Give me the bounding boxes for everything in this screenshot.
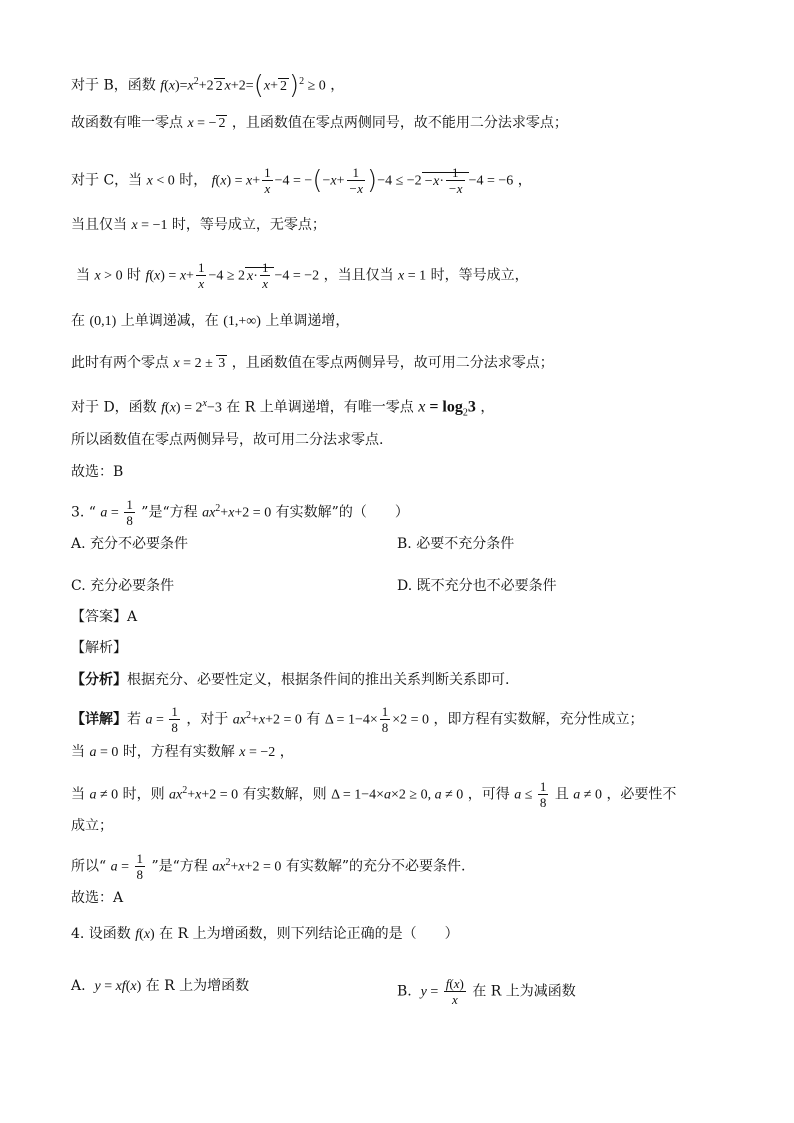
solution-line-b-conclusion: 故函数有唯一零点 x = − 2 ，且函数值在零点两侧同号，故不能用二分法求零点； [71,115,568,131]
text: 对于 B，函数 [71,77,156,94]
text: 时， [179,172,208,189]
text: 时，方程有实数解 [122,744,235,760]
solution-line-c-positive: 当 x > 0 时 f(x) = x+ $\frac{1}{x}$ −4 ≥ 2 x· $\frac{1}{x}$ −4 = −2 ，当且仅当 x = 1 时，等号成立， [76,260,529,291]
detail-line-sufficiency: 【详解】若 a = $\frac{1}{8}$ ，对于 $ax^2+x+2 = 0$ 有 Δ = 1−4× $\frac{1}{8}$ ×2 = 0 ，即方程有实数解，充分性成立； [71,704,644,735]
text: 上单调递减，在 [120,313,219,329]
text: ，必要性不 [606,786,677,803]
option-letter: A. [71,536,86,552]
q4-option-a[interactable]: A. y = xf(x) 在 R 上为增函数 [71,978,250,994]
option-text: 在 R 上为减函数 [472,983,576,1000]
tag: 【分析】 [71,672,127,688]
solution-line-d-conclusion: 所以函数值在零点两侧异号，故可用二分法求零点. [71,432,384,448]
q4-option-b[interactable]: B. y = $\frac{f(x)}{x}$ 在 R 上为减函数 [397,976,576,1007]
option-text: 既不充分也不必要条件 [416,578,557,594]
q3-option-d[interactable] [397,576,557,596]
text: 故函数有唯一零点 [71,115,183,131]
text: ， [279,744,294,760]
text: 时，等号成立，无零点； [171,217,326,233]
text: 时 [127,267,142,284]
text: ，且函数值在零点两侧同号，故不能用二分法求零点； [231,115,568,131]
text: 此时有两个零点 [71,355,169,371]
text: ”是“方程 [151,858,208,875]
text: 在 R 上单调递增，有唯一零点 [226,399,414,416]
text: 若 [127,711,141,728]
text: 时，等号成立， [430,267,529,284]
solution-line-c-equality: 当且仅当 x = −1 时，等号成立，无零点； [71,217,326,233]
solution-line-c-negative: 对于 C，当 x < 0 时， f(x) = x+ $\frac{1}{x}$ −4 = −(−x+ $\frac{1}{-x}$ )−4 ≤ −2 −x· $\frac{1}{-x}$ −4 = −6 ， [71,165,532,196]
text: 所以“ [71,858,107,875]
option-letter: A. [71,978,86,994]
text: 有实数解，则 [242,786,327,803]
option-text: 在 R 上为增函数 [145,978,250,994]
text: ，对于 [186,711,229,728]
option-text: 充分不必要条件 [90,536,189,552]
text: 根据充分、必要性定义，根据条件间的推出关系判断关系即可. [127,672,510,688]
detail-line-conclusion: 所以“ a = $\frac{1}{8}$ ”是“方程 $ax^2+x+2 = 0$ 有实数解”的充分不必要条件. [71,851,466,882]
analysis-summary [71,670,509,690]
detail-line-not-established: 成立； [71,818,113,834]
text: ，当且仅当 [323,267,394,284]
answer-choice-q3: 故选：A [71,890,124,906]
text: 有实数解”的（ ） [275,504,409,521]
text: 有 [306,711,321,728]
text: ， [517,172,532,189]
q3-option-c[interactable] [71,576,174,596]
text: 当且仅当 [71,217,127,233]
answer-label: 【答案】A [71,609,138,625]
q3-option-b[interactable] [397,534,514,554]
solution-line-d: 对于 D，函数 $f(x) = 2^x-3$ 在 R 上单调递增，有唯一零点 $x = \log_23$ ， [71,398,495,419]
analysis-label: 【解析】 [71,640,127,656]
detail-line-a-nonzero: 当 a ≠ 0 时，则 $ax^2+x+2 = 0$ 有实数解，则 Δ = 1−4×a×2 ≥ 0, a ≠ 0 ，可得 a ≤ $\frac{1}{8}$ 且 a ≠ 0 ，必要性不 [71,779,677,810]
option-letter: B. [397,983,412,1000]
option-text: 充分必要条件 [90,578,175,594]
text: ，即方程有实数解，充分性成立； [433,711,644,728]
tag: 【详解】 [71,711,127,728]
text: 当 [71,786,85,803]
text: 对于 C，当 [71,172,143,189]
text: ， [480,399,495,416]
text: 在 [71,313,85,329]
option-letter: B. [397,536,412,552]
text: 对于 D，函数 [71,399,157,416]
option-letter: C. [71,578,86,594]
solution-line-b-function: 对于 B，函数 $f(x)=x^2+2$ 2 $x+2=(x+ 2)^2 \ge 0$ ， [71,70,345,101]
question-3-stem: 3. “ a = $\frac{1}{8}$ ”是“方程 $ax^2+x+2 = 0$ 有实数解”的（ ） [71,497,409,528]
option-letter: D. [397,578,413,594]
answer-choice-q2: 故选：B [71,464,124,480]
option-text: 必要不充分条件 [416,536,515,552]
text: 时，则 [122,786,165,803]
text: 3. “ [71,504,96,521]
text: ，可得 [467,786,510,803]
solution-line-c-monotonic: 在 (0,1) 上单调递减，在 (1,+∞) 上单调递增， [71,313,350,329]
question-4-stem: 4. 设函数 f(x) 在 R 上为增函数，则下列结论正确的是（ ） [71,926,459,942]
text: ， [330,77,345,94]
text: 上单调递增， [265,313,350,329]
q3-option-a[interactable] [71,534,188,554]
text: 有实数解”的充分不必要条件. [285,858,466,875]
text: 当 [76,267,90,284]
text: 当 [71,744,85,760]
text: ，且函数值在零点两侧异号，故可用二分法求零点； [231,355,554,371]
text: ”是“方程 [141,504,198,521]
detail-line-a-zero: 当 a = 0 时，方程有实数解 x = −2 ， [71,744,294,760]
text: 4. 设函数 [71,926,131,942]
text: 在 R 上为增函数，则下列结论正确的是（ ） [159,926,459,942]
text: 且 [554,786,569,803]
solution-line-c-zeros: 此时有两个零点 x = 2 ± 3 ，且函数值在零点两侧异号，故可用二分法求零点； [71,355,554,371]
